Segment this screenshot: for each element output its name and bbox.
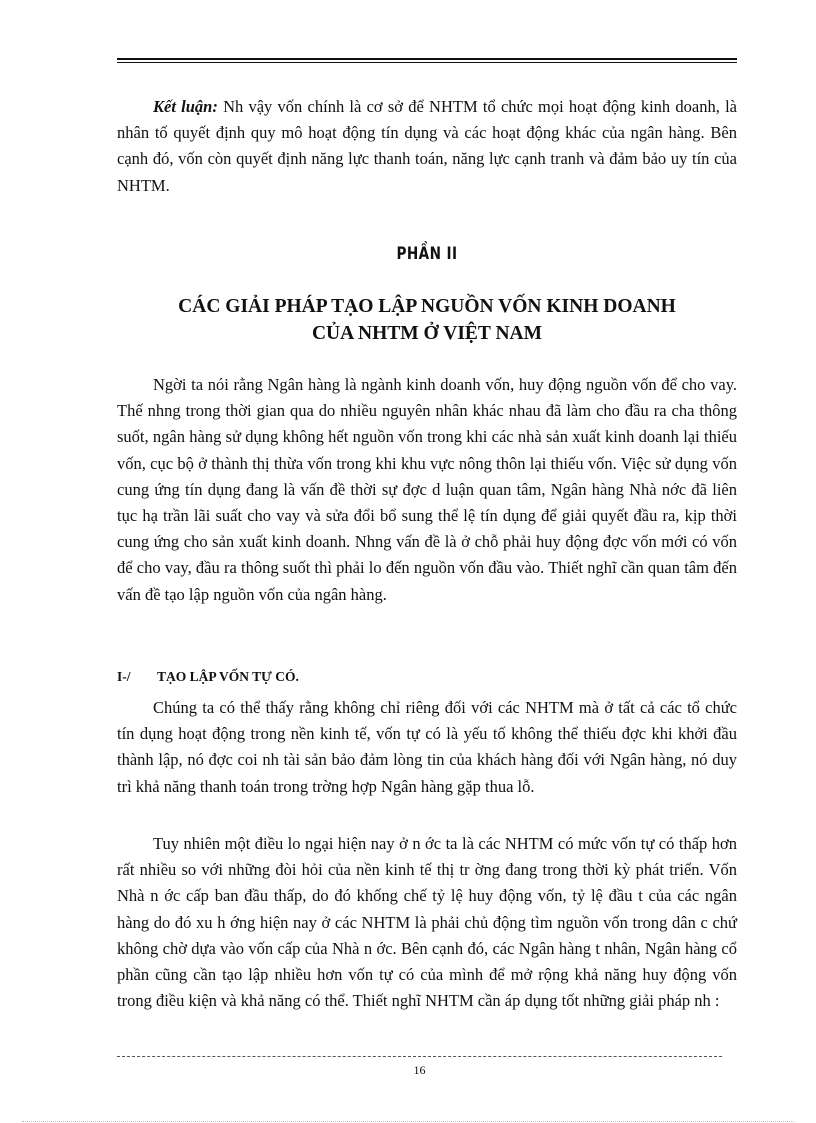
footer-rule bbox=[117, 1056, 722, 1057]
intro-paragraph: Ngời ta nói rằng Ngân hàng là ngành kinh doanh vốn, huy động nguồn vốn để cho vay. Thế nhng trong thời gian qua do nhiều nguyên nhân khác nhau đã làm cho đầu ra cha thông suốt, ngân hàng sử dụng không hết nguồn vốn trong khi các nhà sản xuất kinh doanh lại thiếu vốn, cục bộ ở thành thị thừa vốn trong khi khu vực nông thôn lại thiếu vốn. Việc sử dụng vốn cung ứng tín dụng đang là vấn đề thời sự đợc d luận quan tâm, Ngân hàng Nhà nớc đã liên tục hạ trần lãi suất cho vay và sửa đổi bổ sung thể lệ tín dụng để giải quyết đầu ra, kịp thời cung ứng cho sản xuất kinh doanh. Nhng vấn đề là ở chỗ phải huy động đợc vốn mới có vốn để cho vay, đầu ra thông suốt thì phải lo đến nguồn vốn đầu vào. Thiết nghĩ cần quan tâm đến vấn đề tạo lập nguồn vốn của ngân hàng. bbox=[117, 375, 737, 604]
section-paragraph-2: Tuy nhiên một điều lo ngại hiện nay ở n ớc ta là các NHTM có mức vốn tự có thấp hơn rất nhiều so với những đòi hỏi của nền kinh tế thị tr ờng đang trong thời kỳ phát triển. Vốn Nhà n ớc cấp ban đầu thấp, do đó khống chế tỷ lệ huy động vốn, tỷ lệ đầu t của các ngân hàng do đó xu h ớng hiện nay ở các NHTM là phải chủ động tìm nguồn vốn trong dân c chứ không chờ dựa vào vốn cấp của Nhà n ớc. Bên cạnh đó, các Ngân hàng t nhân, Ngân hàng cổ phần cũng cần tạo lập nhiều hơn vốn tự có của mình để mở rộng khả năng huy động vốn trong điều kiện và khả năng có thể. Thiết nghĩ NHTM cần áp dụng tốt những giải pháp nh : bbox=[117, 834, 737, 1011]
page-edge-rule bbox=[22, 1121, 794, 1122]
part-title: PHẦN II bbox=[396, 244, 458, 264]
section-paragraph-1: Chúng ta có thể thấy rằng không chỉ riêng đối với các NHTM mà ở tất cả các tổ chức tín dụng hoạt động trong nền kinh tế, vốn tự có là yếu tố không thể thiếu đợc khi khởi đầu thành lập, nó đợc coi nh tài sản bảo đảm lòng tin của khách hàng đối với Ngân hàng, nó duy trì khả năng thanh toán trong trờng hợp Ngân hàng gặp thua lỗ. bbox=[117, 698, 737, 796]
conclusion-text: Nh vậy vốn chính là cơ sở để NHTM tổ chức mọi hoạt động kinh doanh, là nhân tố quyết định quy mô hoạt động tín dụng và các hoạt động khác của ngân hàng. Bên cạnh đó, vốn còn quyết định năng lực thanh toán, năng lực cạnh tranh và đảm bảo uy tín của NHTM. bbox=[117, 97, 737, 195]
part-heading-line-1: CÁC GIẢI PHÁP TẠO LẬP NGUỒN VỐN KINH DOANH bbox=[178, 296, 676, 317]
conclusion-paragraph bbox=[117, 94, 737, 199]
section-number: I-/ bbox=[117, 669, 131, 684]
conclusion-lead: Kết luận: bbox=[153, 97, 218, 116]
section-title: TẠO LẬP VỐN TỰ CÓ. bbox=[157, 669, 299, 684]
header-rule bbox=[117, 58, 737, 63]
part-heading bbox=[117, 293, 737, 347]
page-number: 16 bbox=[413, 1063, 426, 1077]
part-heading-line-2: CỦA NHTM Ở VIỆT NAM bbox=[311, 323, 543, 344]
